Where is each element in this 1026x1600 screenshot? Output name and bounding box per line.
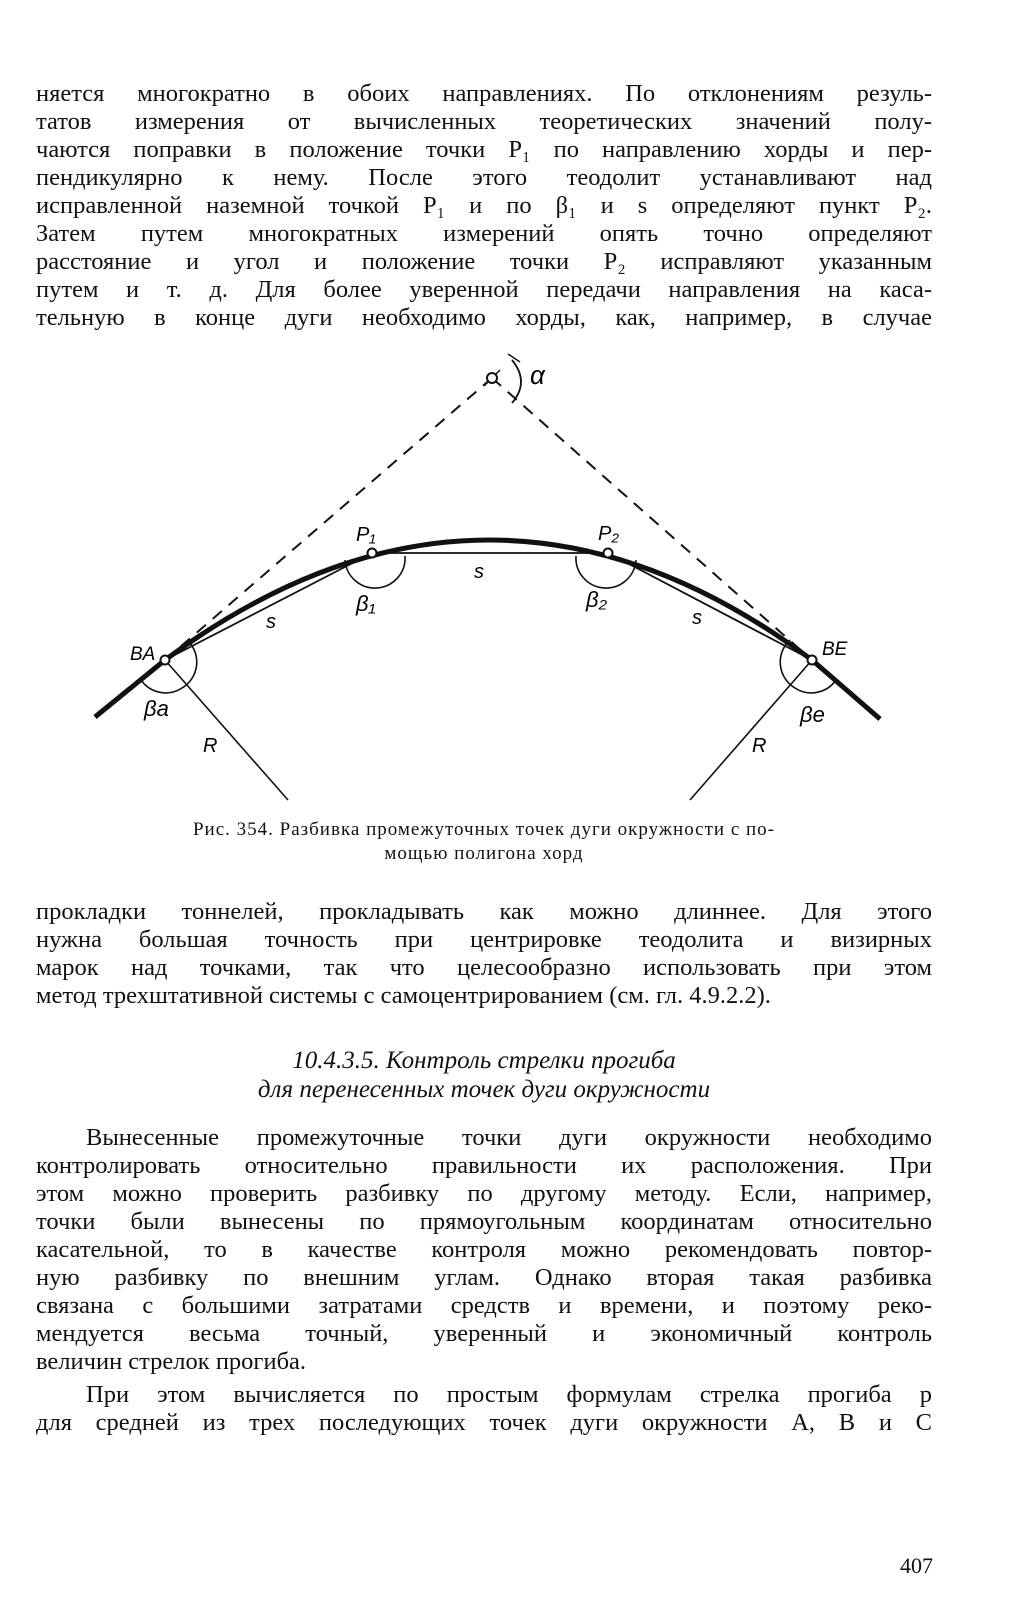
- text-line: касательной, то в качестве контроля можно рекомендовать повтор-: [36, 1236, 932, 1263]
- text-line: чаются поправки в положение точки P₁ по направлению хорды и пер-: [36, 136, 932, 163]
- label-beta-2: β₂: [586, 587, 607, 612]
- point-be: [808, 656, 817, 665]
- page-number: 407: [900, 1553, 933, 1578]
- chord-1: [165, 553, 372, 660]
- point-p2: [604, 549, 613, 558]
- label-ba: BA: [130, 644, 156, 665]
- text-line: татов измерения от вычисленных теоретических значений полу-: [36, 108, 932, 135]
- vertex-tick: [508, 354, 520, 362]
- figure-caption: [36, 818, 932, 866]
- label-beta-1: β₁: [356, 591, 376, 616]
- text-line: ную разбивку по внешним углам. Однако вторая такая разбивка: [36, 1264, 932, 1291]
- paragraph-3: [36, 1124, 932, 1376]
- text-line: прокладки тоннелей, прокладывать как можно длиннее. Для этого: [36, 898, 932, 925]
- text-line: тельную в конце дуги необходимо хорды, как, например, в случае: [36, 304, 932, 331]
- text-line: путем и т. д. Для более уверенной передачи направления на каса-: [36, 276, 932, 303]
- label-r-right: R: [752, 735, 767, 757]
- text-line: Затем путем многократных измерений опять точно определяют: [36, 220, 932, 247]
- text-line: контролировать относительно правильности их расположения. При: [36, 1152, 932, 1179]
- text-line: расстояние и угол и положение точки P₂ исправляют указанным: [36, 248, 932, 275]
- text-line: Вынесенные промежуточные точки дуги окружности необходимо: [86, 1124, 932, 1151]
- text-line: метод трехштативной системы с самоцентрированием (см. гл. 4.9.2.2).: [36, 982, 771, 1009]
- circular-arc: [165, 540, 812, 660]
- label-be: BE: [822, 639, 848, 660]
- label-p2: P₂: [598, 523, 619, 545]
- chord-3: [608, 553, 812, 660]
- text-line: исправленной наземной точкой P₁ и по β₁ и s определяют пункт P₂.: [36, 192, 932, 219]
- heading-line: для перенесенных точек дуги окружности: [257, 1076, 711, 1103]
- radius-right: [690, 660, 812, 800]
- text-line: мендуется весьма точный, уверенный и экономичный контроль: [36, 1320, 932, 1347]
- radius-left: [165, 660, 288, 800]
- text-line: связана с большими затратами средств и времени, и поэтому реко-: [36, 1292, 932, 1319]
- text-line: марок над точками, так что целесообразно использовать при этом: [36, 954, 932, 981]
- label-p1: P₁: [356, 524, 376, 546]
- vertex-point: [487, 373, 497, 383]
- text-line: пендикулярно к нему. После этого теодолит устанавливают над: [36, 164, 932, 191]
- label-r-left: R: [203, 735, 218, 757]
- caption-line: мощью полигона хорд: [384, 843, 584, 864]
- caption-line: Рис. 354. Разбивка промежуточных точек дуги окружности с по-: [192, 819, 776, 840]
- tangent-line-left: [165, 378, 492, 660]
- point-ba: [161, 656, 170, 665]
- label-alpha: α: [530, 360, 545, 390]
- text-line: этом можно проверить разбивку по другому методу. Если, например,: [36, 1180, 932, 1207]
- tangent-line-right: [492, 378, 812, 660]
- text-line: нужна большая точность при центрировке теодолита и визирных: [36, 926, 932, 953]
- heading-line: 10.4.3.5. Контроль стрелки прогиба: [292, 1047, 676, 1074]
- text-line: няется многократно в обоих направлениях. По отклонениям резуль-: [36, 80, 932, 107]
- paragraph-2: [36, 898, 932, 1010]
- label-s-chord-2: s: [474, 561, 484, 583]
- label-beta-e: βe: [800, 702, 825, 727]
- text-line: величин стрелок прогиба.: [36, 1348, 307, 1375]
- section-heading: [36, 1046, 932, 1104]
- text-line: для средней из трех последующих точек дуги окружности A, B и C: [36, 1409, 932, 1436]
- text-line: При этом вычисляется по простым формулам стрелка прогиба p: [86, 1381, 932, 1408]
- label-s-chord-3: s: [692, 607, 702, 629]
- point-p1: [368, 549, 377, 558]
- label-s-chord-1: s: [266, 611, 276, 633]
- label-beta-a: βa: [144, 696, 169, 721]
- text-line: точки были вынесены по прямоугольным координатам относительно: [36, 1208, 932, 1235]
- paragraph-4: [36, 1381, 932, 1437]
